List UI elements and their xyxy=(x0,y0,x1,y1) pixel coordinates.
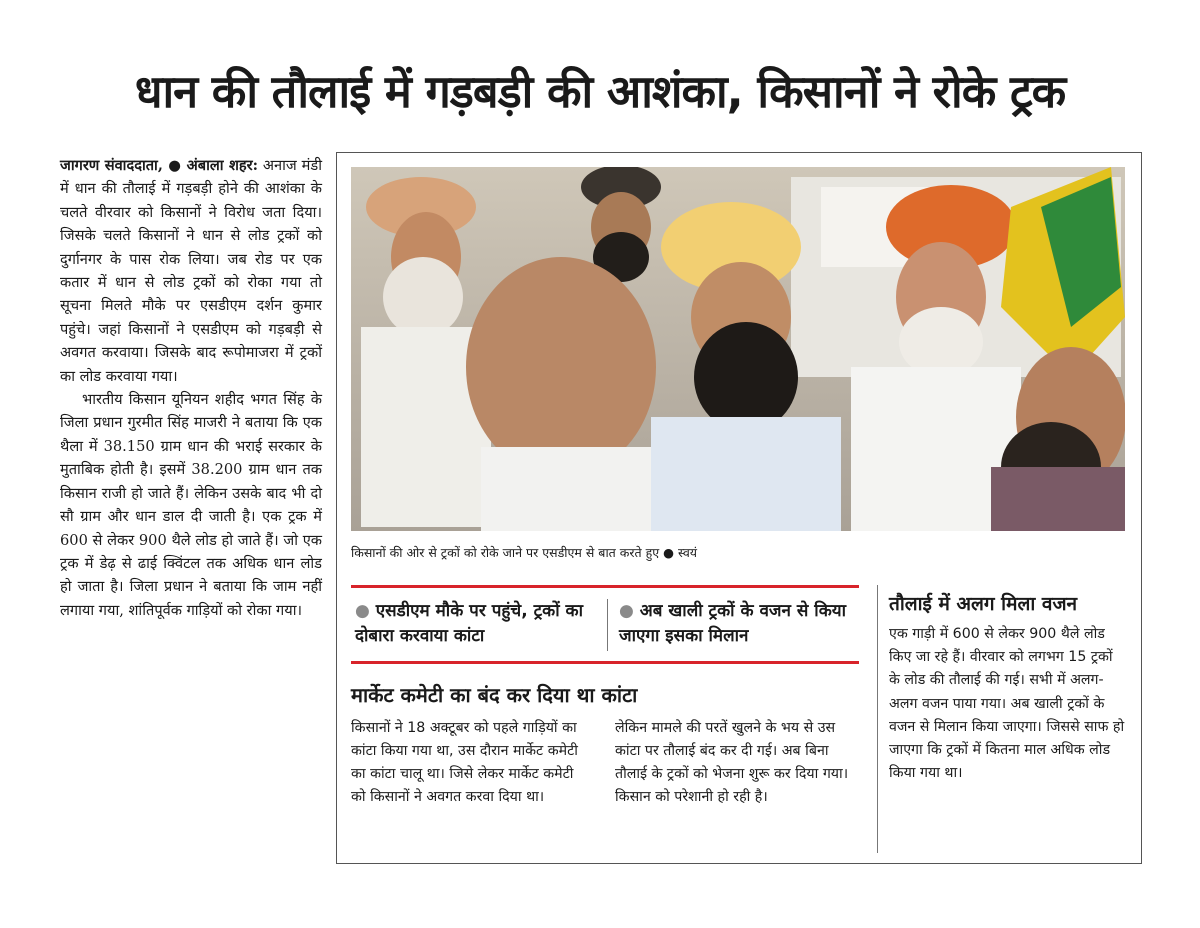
story-box xyxy=(336,152,1142,864)
left-column-article xyxy=(60,154,322,622)
subhead: मार्केट कमेटी का बंद कर दिया था कांटा xyxy=(351,683,638,707)
bullet-icon: ● xyxy=(355,601,370,621)
photo-illustration xyxy=(351,167,1125,531)
article-para-1 xyxy=(60,154,322,388)
headline: धान की तौलाई में गड़बड़ी की आशंका, किसानों ने रोके ट्रक xyxy=(134,65,1066,118)
highlight-2 xyxy=(619,599,859,649)
highlight-top-rule xyxy=(351,585,859,588)
highlight-1-text: एसडीएम मौके पर पहुंचे, ट्रकों का दोबारा करवाया कांटा xyxy=(355,601,583,646)
sidebar-divider xyxy=(877,585,878,853)
sidebar-title: तौलाई में अलग मिला वजन xyxy=(889,593,1078,615)
sub-column-1: किसानों ने 18 अक्टूबर को पहले गाड़ियों का कांटा किया गया था, उस दौरान मार्केट कमेटी का कांटा चालू था। जिसे लेकर मार्केट कमेटी को किसानों ने अवगत करवा दिया था। xyxy=(351,720,578,805)
sub-column-2: लेकिन मामले की परतें खुलने के भय से उस कांटा पर तौलाई बंद कर दी गई। अब बिना तौलाई के ट्रकों को भेजना शुरू कर दिया गया। किसान को परेशानी हो रही है। xyxy=(615,720,849,805)
news-photo xyxy=(351,167,1125,531)
dateline: जागरण संवाददाता, ● अंबाला शहर: xyxy=(60,157,258,174)
para-1-text: अनाज मंडी में धान की तौलाई में गड़बड़ी होने की आशंका के चलते वीरवार को किसानों ने विरोध जता दिया। जिसके चलते किसानों ने धान से लोड ट्रकों को दुर्गानगर के पास रोक लिया। जब रोड पर एक कतार में धान से लोड ट्रकों को रोका गया तो सूचना मिलते मौके पर एसडीएम दर्शन कुमार पहुंचे। जहां किसानों ने एसडीएम को गड़बड़ी से अवगत करवाया। जिसके बाद रूपोमाजरा में ट्रकों का लोड करवाया गया। xyxy=(60,157,322,385)
highlight-bottom-rule xyxy=(351,661,859,664)
bullet-icon: ● xyxy=(619,601,634,621)
article-para-2: भारतीय किसान यूनियन शहीद भगत सिंह के जिला प्रधान गुरमीत सिंह माजरी ने बताया कि एक थैला में 38.150 ग्राम धान की भराई सरकार के मुताबिक होती है। इसमें 38.200 ग्राम धान तक किसान राजी हो जाते हैं। लेकिन उसके बाद भी दो सौ ग्राम और धान डाल दी जाती है। एक ट्रक में 600 से लेकर 900 थैले लोड हो जाते हैं। जो एक ट्रक में डेढ़ से ढाई क्विंटल तक अधिक धान लोड हो जाता है। जिला प्रधान ने बताया कि जाम नहीं लगाया गया, शांतिपूर्वक गाड़ियों को रोका गया। xyxy=(60,391,322,619)
highlight-2-text: अब खाली ट्रकों के वजन से किया जाएगा इसका मिलान xyxy=(619,601,847,646)
sidebar-body: एक गाड़ी में 600 से लेकर 900 थैले लोड किए जा रहे हैं। वीरवार को लगभग 15 ट्रकों के लोड की तौलाई की गई। सभी में अलग-अलग वजन पाया गया। अब खाली ट्रकों के वजन से मिलान किया जाएगा। जिससे साफ हो जाएगा कि ट्रकों में कितना माल अधिक लोड किया गया था। xyxy=(889,626,1125,782)
highlight-divider xyxy=(607,599,608,651)
photo-caption: किसानों की ओर से ट्रकों को रोके जाने पर एसडीएम से बात करते हुए ● स्वयं xyxy=(351,545,698,560)
highlight-1 xyxy=(355,599,605,649)
